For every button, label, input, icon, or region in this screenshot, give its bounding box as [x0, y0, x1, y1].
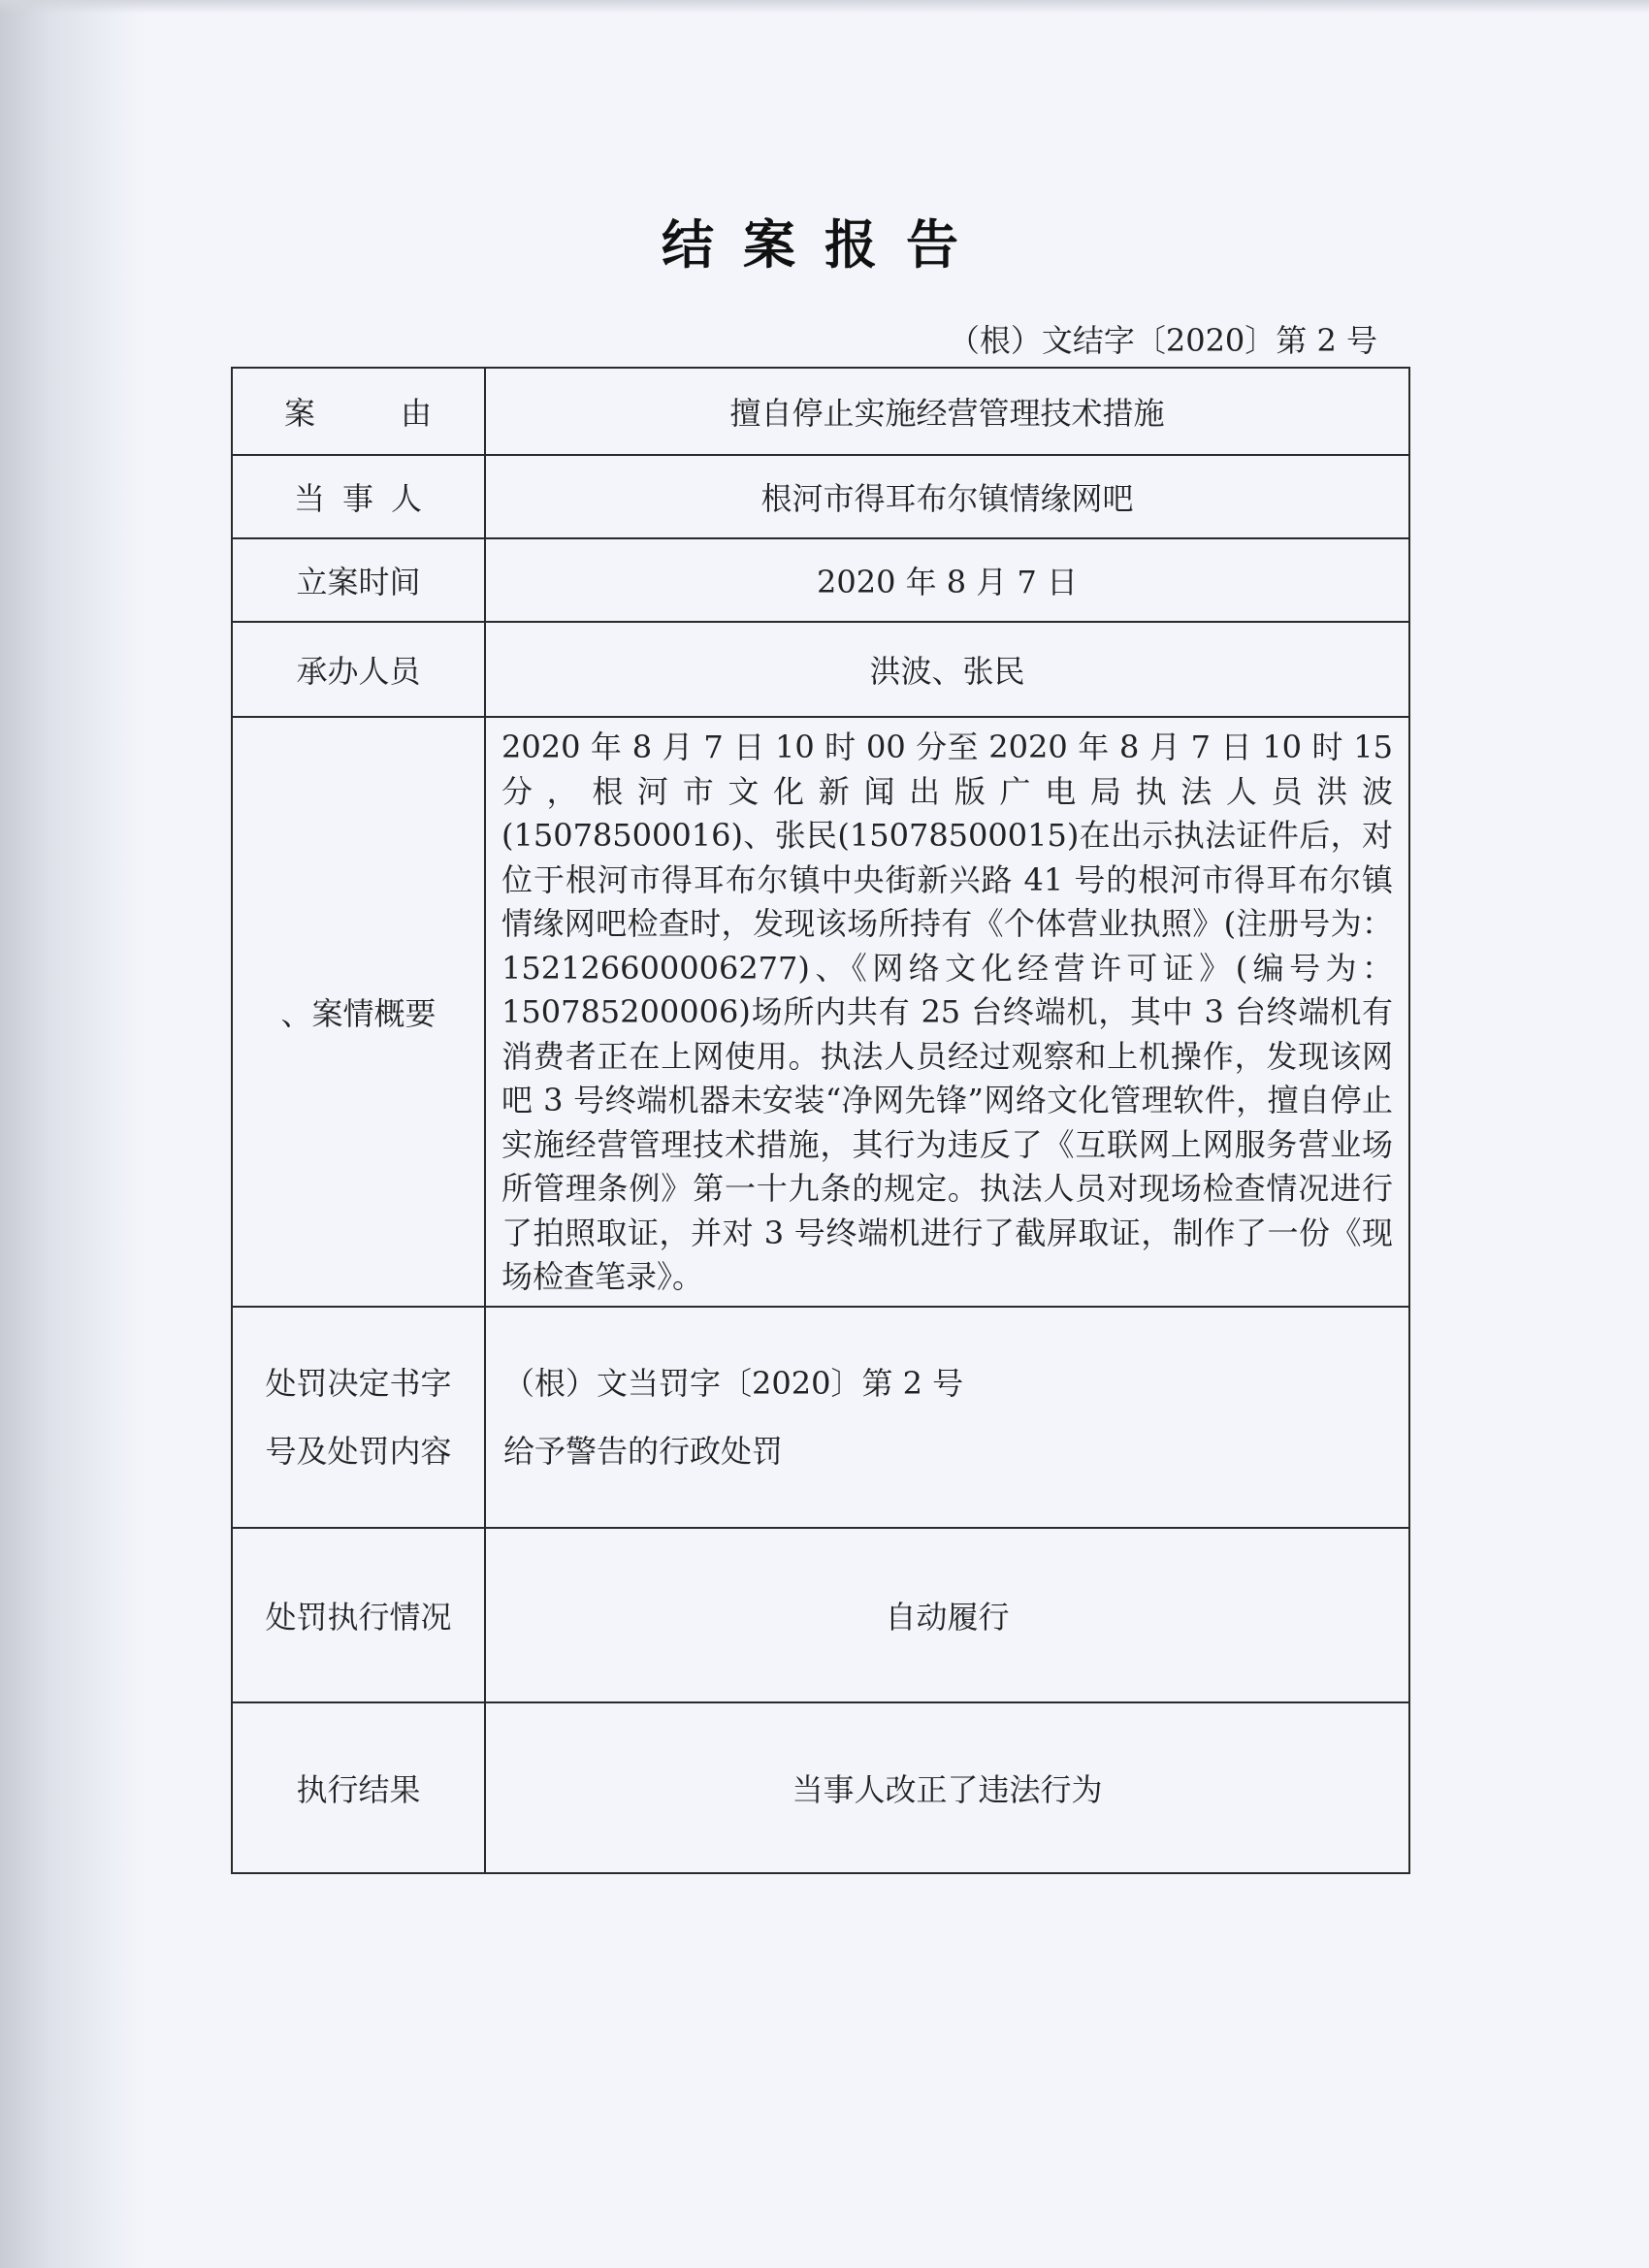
row-penalty: [232, 1307, 1409, 1528]
row-execution: [232, 1528, 1409, 1702]
result-label: 执行结果: [232, 1702, 485, 1873]
handlers-label: 承办人员: [232, 622, 485, 717]
case-reason-value: 擅自停止实施经营管理技术措施: [485, 368, 1409, 455]
row-case-reason: [232, 368, 1409, 455]
case-summary-label: 、案情概要: [232, 717, 485, 1307]
party-label: 当事人: [232, 455, 485, 538]
row-case-summary: [232, 717, 1409, 1307]
page-top-edge: [0, 0, 1649, 14]
row-result: [232, 1702, 1409, 1873]
result-value: 当事人改正了违法行为: [485, 1702, 1409, 1873]
case-closing-table: [231, 367, 1410, 1874]
execution-label: 处罚执行情况: [232, 1528, 485, 1702]
case-summary-value: 2020 年 8 月 7 日 10 时 00 分至 2020 年 8 月 7 日 10 时 15 分，根河市文化新闻出版广电局执法人员洪波(15078500016)、张民(15078500015)在出示执法证件后，对位于根河市得耳布尔镇中央街新兴路 41 号的根河市得耳布尔镇情缘网吧检查时，发现该场所持有《个体营业执照》(注册号为：152126600006277)、《网络文化经营许可证》(编号为：150785200006)场所内共有 25 台终端机，其中 3 台终端机有消费者正在上网使用。执法人员经过观察和上机操作，发现该网吧 3 号终端机器未安装“净网先锋”网络文化管理软件，擅自停止实施经营管理技术措施，其行为违反了《互联网上网服务营业场所管理条例》第一十九条的规定。执法人员对现场检查情况进行了拍照取证，并对 3 号终端机进行了截屏取证，制作了一份《现场检查笔录》。: [485, 717, 1409, 1307]
penalty-label: [232, 1307, 485, 1528]
penalty-value: [485, 1307, 1409, 1528]
penalty-label-line2: 号及处罚内容: [265, 1432, 452, 1470]
document-title: 结案报告: [662, 214, 987, 275]
handlers-value: 洪波、张民: [485, 622, 1409, 717]
party-value: 根河市得耳布尔镇情缘网吧: [485, 455, 1409, 538]
penalty-label-line1: 处罚决定书字: [265, 1364, 452, 1402]
page-binding-shadow: [0, 0, 146, 2268]
penalty-decision-number: （根）文当罚字〔2020〕第 2 号: [503, 1364, 964, 1402]
execution-value: 自动履行: [485, 1528, 1409, 1702]
filing-date-value: 2020 年 8 月 7 日: [485, 538, 1409, 622]
case-reason-label: 案 由: [232, 368, 485, 455]
document-number: （根）文结字〔2020〕第 2 号: [948, 322, 1377, 359]
row-handlers: [232, 622, 1409, 717]
filing-date-label: 立案时间: [232, 538, 485, 622]
row-party: [232, 455, 1409, 538]
row-filing-date: [232, 538, 1409, 622]
penalty-content: 给予警告的行政处罚: [503, 1432, 784, 1470]
